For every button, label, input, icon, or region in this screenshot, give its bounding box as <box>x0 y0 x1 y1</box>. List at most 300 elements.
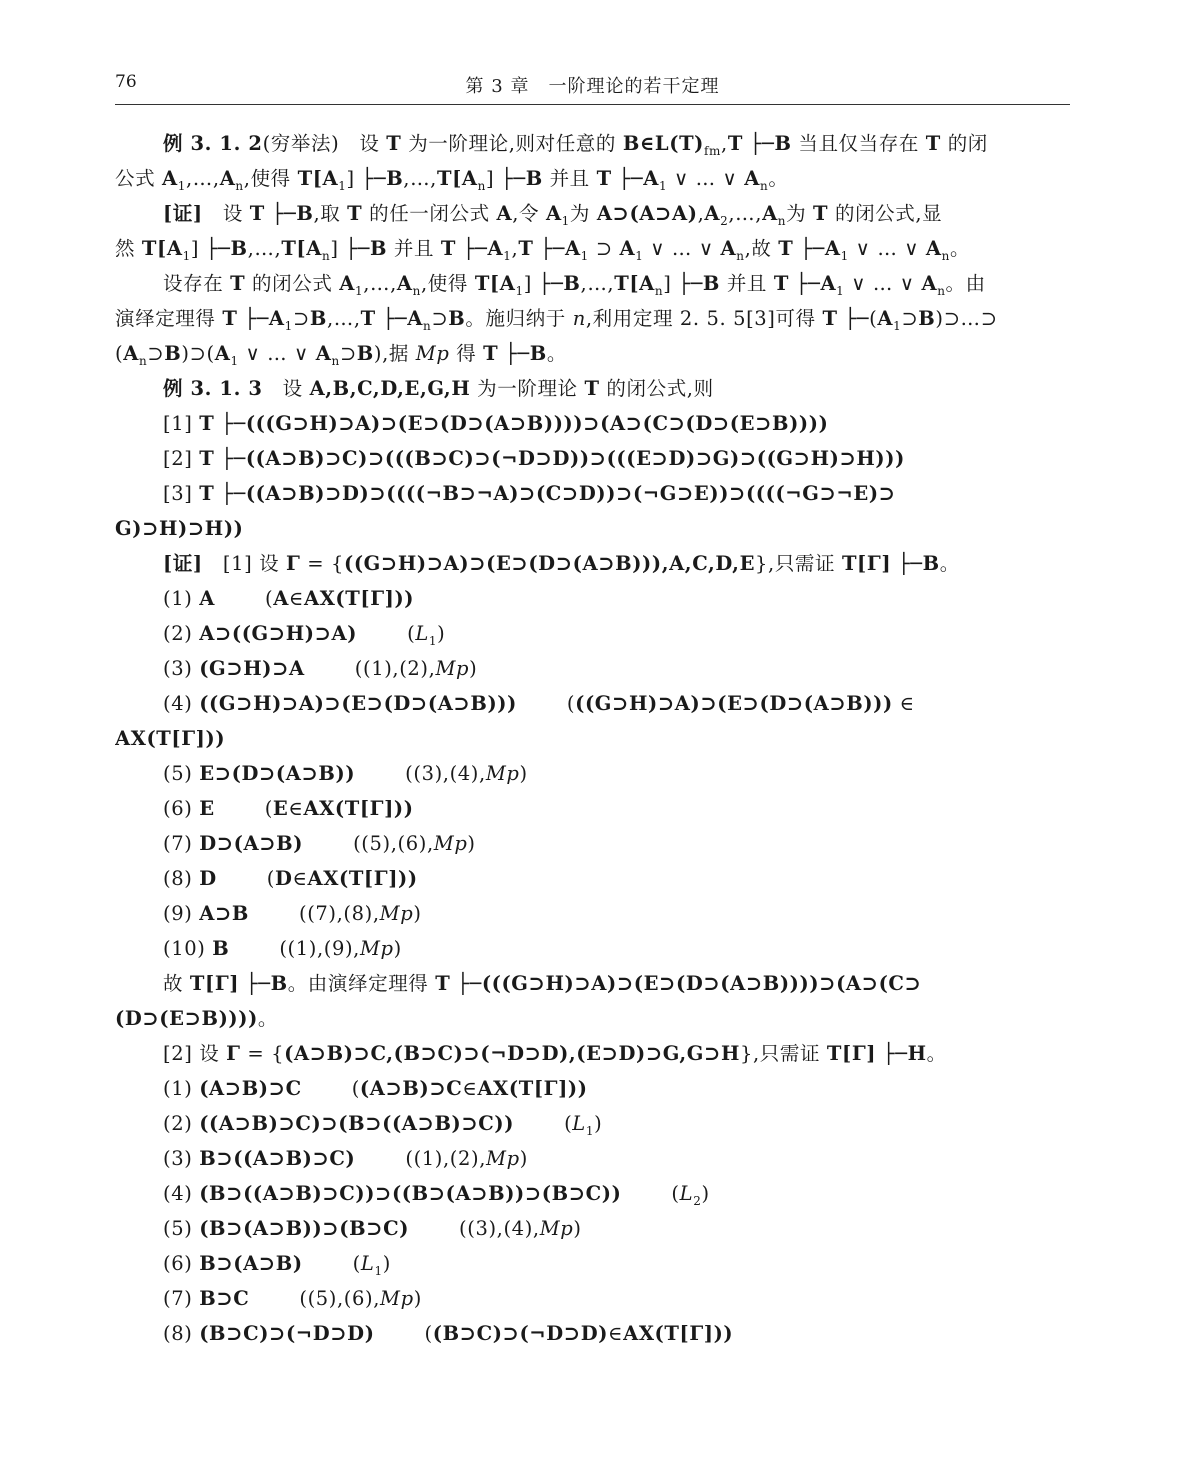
text-segment: (10) <box>163 937 213 960</box>
text-segment: n <box>572 307 586 330</box>
text-segment: A <box>315 342 332 365</box>
text-segment: (5) <box>163 1217 200 1240</box>
text-segment: T <box>386 132 402 155</box>
text-line <box>115 441 1070 476</box>
text-segment: n <box>937 283 946 298</box>
text-segment: ⊃ <box>147 342 165 365</box>
text-segment: H <box>907 1042 927 1065</box>
text-segment: 例 3. 1. 2 <box>163 132 263 155</box>
text-segment: E⊃(D⊃(A⊃B)) <box>199 762 356 785</box>
text-segment: ⊃ <box>292 307 310 330</box>
text-segment: [1] <box>163 412 200 435</box>
text-segment: B∈L(T) <box>622 132 705 155</box>
text-segment: ) <box>519 762 528 785</box>
text-segment: A <box>824 237 841 260</box>
text-segment: T <box>230 272 246 295</box>
text-segment: ( <box>264 797 273 820</box>
page-body <box>115 126 1070 1351</box>
text-segment: ) <box>437 622 446 645</box>
text-segment: ((A⊃B)⊃C)⊃(((B⊃C)⊃(¬D⊃D))⊃(((E⊃D)⊃G)⊃((G⊃H)⊃H))) <box>245 447 905 470</box>
text-segment: ∨ … ∨ <box>238 342 316 365</box>
text-segment: 1 <box>580 248 589 263</box>
text-segment: ,使得 <box>421 272 475 295</box>
text-segment: B <box>563 272 581 295</box>
text-segment: B <box>370 237 388 260</box>
text-segment: 2 <box>693 1193 702 1208</box>
text-segment: ├─ <box>742 132 775 155</box>
text-segment: A <box>273 587 289 610</box>
text-segment: T <box>440 237 457 260</box>
text-line <box>115 581 1070 616</box>
text-line <box>115 651 1070 686</box>
text-segment: 。施归纳于 <box>465 307 573 330</box>
text-segment: (1) <box>163 587 200 610</box>
text-segment: n <box>941 248 950 263</box>
text-segment: ,使得 <box>243 167 298 190</box>
text-segment: ∨ … ∨ <box>848 237 926 260</box>
text-segment: B <box>386 167 404 190</box>
text-segment: D <box>274 867 293 890</box>
text-segment: T[Γ] <box>826 1042 877 1065</box>
text-segment: Mp <box>380 1287 414 1310</box>
text-segment: 1 <box>515 283 524 298</box>
text-segment: ├─ <box>237 307 269 330</box>
text-segment: B⊃((A⊃B)⊃C) <box>199 1147 356 1170</box>
text-segment: n <box>321 248 331 263</box>
text-segment: ((1),(2), <box>354 657 436 680</box>
text-segment: A <box>619 237 636 260</box>
text-line <box>115 1246 1070 1281</box>
text-segment: 。 <box>257 1007 278 1030</box>
text-segment: 然 <box>115 237 142 260</box>
text-line <box>115 1001 1070 1036</box>
text-segment: (B⊃((A⊃B)⊃C))⊃((B⊃(A⊃B))⊃(B⊃C)) <box>199 1182 622 1205</box>
text-segment: AX(T[Γ])) <box>303 587 415 610</box>
text-line <box>115 161 1070 196</box>
text-segment: 。 <box>926 1042 947 1065</box>
text-segment: T <box>822 307 838 330</box>
text-segment: T <box>925 132 941 155</box>
text-segment: (A⊃B)⊃C,(B⊃C)⊃(¬D⊃D),(E⊃D)⊃G,G⊃H <box>284 1042 740 1065</box>
text-line <box>115 196 1070 231</box>
text-segment: B <box>164 342 182 365</box>
text-segment: , <box>697 202 705 225</box>
text-segment: )⊃( <box>181 342 215 365</box>
text-segment: n <box>235 178 244 193</box>
text-segment: ∨ … ∨ <box>667 167 745 190</box>
text-segment: 1 <box>428 633 438 648</box>
text-segment: Mp <box>435 657 470 680</box>
text-segment: (2) <box>163 622 200 645</box>
text-segment: (((G⊃H)⊃A)⊃(E⊃(D⊃(A⊃B))))⊃(A⊃(C⊃ <box>481 972 922 995</box>
text-segment: 的闭公式 <box>245 272 340 295</box>
text-segment: ├─ <box>375 307 408 330</box>
text-segment: 的闭 <box>940 132 988 155</box>
text-segment: 故 <box>163 972 190 995</box>
text-segment: B <box>230 237 248 260</box>
text-segment: A <box>921 272 938 295</box>
text-segment: ] ├─ <box>523 272 564 295</box>
text-line <box>115 1141 1070 1176</box>
text-segment: D <box>199 867 217 890</box>
text-segment: 演绎定理得 <box>115 307 223 330</box>
text-segment: ( <box>266 867 275 890</box>
text-segment: ,利用定理 2. 5. 5[3]可得 <box>585 307 823 330</box>
text-segment: A <box>162 167 178 190</box>
text-segment: A <box>199 587 215 610</box>
text-segment: Mp <box>379 902 414 925</box>
text-line <box>115 1281 1070 1316</box>
text-segment: Mp <box>486 1147 520 1170</box>
text-segment: ) <box>413 902 422 925</box>
text-segment: (6) <box>163 797 200 820</box>
text-segment: ⊃ <box>339 342 357 365</box>
text-segment: ((3),(4), <box>459 1217 540 1240</box>
text-segment: B <box>296 202 314 225</box>
text-segment: ( <box>424 1322 433 1345</box>
text-segment: n <box>736 248 745 263</box>
text-segment: (4) <box>163 1182 200 1205</box>
text-segment: ├─ <box>264 202 297 225</box>
text-segment: ├─ <box>239 972 271 995</box>
text-segment: ∈ <box>288 587 304 610</box>
text-segment: [证] <box>163 552 203 575</box>
text-segment: A <box>268 307 285 330</box>
text-segment: ((1),(2), <box>405 1147 487 1170</box>
text-segment: T[A <box>297 167 339 190</box>
text-segment: 为一阶理论,则对任意的 <box>401 132 623 155</box>
text-segment: 设存在 <box>163 272 231 295</box>
text-segment: AX(T[Γ])) <box>303 797 414 820</box>
text-segment: A <box>339 272 355 295</box>
text-segment: T <box>435 972 451 995</box>
text-segment: ,…, <box>403 167 437 190</box>
text-segment: L <box>415 622 429 645</box>
text-segment: 1 <box>284 318 293 333</box>
text-segment: ├─ <box>611 167 644 190</box>
text-segment: Mp <box>359 937 394 960</box>
text-segment: ⊃ <box>901 307 919 330</box>
text-segment: T <box>199 482 215 505</box>
text-segment: A <box>704 202 721 225</box>
text-segment: ) <box>594 1112 603 1135</box>
text-segment: 公式 <box>115 167 162 190</box>
text-segment: ) <box>701 1182 710 1205</box>
text-segment: B <box>448 307 466 330</box>
text-segment: ((5),(6), <box>353 832 434 855</box>
text-segment: Γ <box>286 552 301 575</box>
text-segment: ,…, <box>247 237 282 260</box>
text-segment: 1 <box>354 283 364 298</box>
running-title: 第 3 章 一阶理论的若干定理 <box>465 76 720 97</box>
text-segment: T <box>518 237 534 260</box>
text-segment: ∈ <box>288 797 304 820</box>
text-segment: = { <box>300 552 344 575</box>
text-segment: 得 <box>449 342 484 365</box>
text-segment: ├─ <box>876 1042 908 1065</box>
text-segment: 1 <box>338 178 347 193</box>
text-segment: 。 <box>950 237 971 260</box>
text-segment: A <box>762 202 778 225</box>
text-segment: ∈ <box>892 692 915 715</box>
text-line <box>115 756 1070 791</box>
text-segment: ] ├─ <box>486 167 526 190</box>
text-segment: ├─ <box>788 272 821 295</box>
text-segment: 1 <box>561 213 570 228</box>
text-segment: ) <box>519 1147 528 1170</box>
text-segment: (3) <box>163 1147 200 1170</box>
text-line <box>115 511 1070 546</box>
text-segment: [2] <box>163 447 200 470</box>
running-header <box>115 72 1070 106</box>
text-segment: 为 <box>786 202 814 225</box>
text-segment: ( <box>407 622 416 645</box>
text-segment: T <box>222 307 238 330</box>
text-line <box>115 266 1070 301</box>
text-line <box>115 301 1070 336</box>
text-line <box>115 231 1070 266</box>
text-segment: T <box>773 272 789 295</box>
text-segment: (5) <box>163 762 200 785</box>
text-segment: T[A <box>141 237 183 260</box>
text-segment: AX(T[Γ])) <box>307 867 418 890</box>
text-line <box>115 546 1070 581</box>
text-line <box>115 1036 1070 1071</box>
text-segment: Mp <box>415 342 450 365</box>
text-segment: T <box>813 202 829 225</box>
text-segment: 1 <box>585 1123 595 1138</box>
text-segment: ├─ <box>214 447 246 470</box>
text-segment: Mp <box>433 832 468 855</box>
text-segment: A⊃((G⊃H)⊃A) <box>199 622 358 645</box>
text-segment: ∨ … ∨ <box>844 272 922 295</box>
text-segment: ,…, <box>580 272 615 295</box>
text-segment: 1 <box>177 178 186 193</box>
text-segment: ( <box>115 342 124 365</box>
text-segment: (8) <box>163 1322 200 1345</box>
text-segment: 1 <box>230 353 239 368</box>
text-segment: B <box>529 342 547 365</box>
text-segment: A <box>496 202 513 225</box>
text-segment: 并且 <box>542 167 597 190</box>
text-segment: E <box>199 797 215 820</box>
text-segment: A,B,C,D,E,G,H <box>309 377 471 400</box>
text-segment: A <box>214 342 231 365</box>
text-segment: , <box>511 237 519 260</box>
text-segment: (A⊃B)⊃C <box>359 1077 463 1100</box>
text-segment: 的闭公式,显 <box>828 202 943 225</box>
text-segment: A <box>219 167 236 190</box>
text-line <box>115 966 1070 1001</box>
text-segment: (6) <box>163 1252 200 1275</box>
text-segment: A <box>396 272 413 295</box>
text-segment: 1 <box>503 248 512 263</box>
text-segment: ( <box>351 1077 360 1100</box>
text-segment: B <box>774 132 792 155</box>
text-segment: = { <box>240 1042 285 1065</box>
text-segment: T[A <box>281 237 322 260</box>
text-segment: A <box>744 167 760 190</box>
text-segment: n <box>654 283 664 298</box>
text-segment: ((G⊃H)⊃A)⊃(E⊃(D⊃(A⊃B))) <box>199 692 517 715</box>
text-segment: B <box>270 972 288 995</box>
text-segment: ((G⊃H)⊃A)⊃(E⊃(D⊃(A⊃B))),A,C,D,E <box>344 552 756 575</box>
text-line <box>115 336 1070 371</box>
text-segment: G)⊃H)⊃H)) <box>115 517 244 540</box>
text-line <box>115 1176 1070 1211</box>
text-line <box>115 1071 1070 1106</box>
text-segment: 1 <box>840 248 849 263</box>
text-segment: (8) <box>163 867 200 890</box>
text-segment: (4) <box>163 692 200 715</box>
text-segment: T <box>199 412 215 435</box>
text-segment: A <box>877 307 894 330</box>
text-segment: 。由演绎定理得 <box>287 972 436 995</box>
text-line <box>115 126 1070 161</box>
text-segment: ├─ <box>456 237 488 260</box>
text-segment: T <box>727 132 743 155</box>
text-segment: (7) <box>163 1287 200 1310</box>
text-segment: (1) <box>163 1077 200 1100</box>
text-segment: ] ├─ <box>330 237 371 260</box>
text-segment: 。 <box>768 167 789 190</box>
text-segment: T[Γ] <box>841 552 892 575</box>
text-segment: ( <box>671 1182 680 1205</box>
text-segment: E <box>272 797 289 820</box>
text-segment: ) <box>467 832 476 855</box>
text-segment: A <box>564 237 581 260</box>
text-segment: 1 <box>635 248 644 263</box>
text-segment: T[A <box>614 272 655 295</box>
text-segment: ( <box>264 587 274 610</box>
text-segment: 1 <box>374 1263 383 1278</box>
text-segment: B <box>212 937 230 960</box>
text-segment: ├─ <box>891 552 923 575</box>
text-segment: ∈ <box>608 1322 624 1345</box>
text-segment: n <box>423 318 432 333</box>
text-segment: ) <box>382 1252 391 1275</box>
text-segment: (9) <box>163 902 200 925</box>
text-segment: L <box>360 1252 375 1275</box>
text-segment: ((3),(4), <box>405 762 486 785</box>
text-segment: ( <box>564 1112 573 1135</box>
text-line <box>115 931 1070 966</box>
text-segment: (B⊃C)⊃(¬D⊃D) <box>432 1322 609 1345</box>
text-segment: B <box>309 307 327 330</box>
text-segment: ├─ <box>498 342 530 365</box>
text-segment: ├─ <box>214 412 246 435</box>
text-segment: n <box>759 178 769 193</box>
text-segment: , <box>721 132 728 155</box>
text-line <box>115 826 1070 861</box>
header-rule <box>115 104 1070 105</box>
text-segment: T <box>483 342 499 365</box>
text-line <box>115 1316 1070 1351</box>
text-segment: (A⊃B)⊃C <box>199 1077 302 1100</box>
text-segment: ) <box>573 1217 582 1240</box>
text-segment: ((7),(8), <box>299 902 380 925</box>
text-segment: ((A⊃B)⊃D)⊃((((¬B⊃¬A)⊃(C⊃D))⊃(¬G⊃E))⊃((((¬G⊃¬E)⊃ <box>245 482 896 505</box>
text-segment: [2] 设 <box>163 1042 227 1065</box>
text-segment: fm <box>704 143 722 158</box>
text-segment: T <box>249 202 265 225</box>
text-segment: 为 <box>569 202 597 225</box>
text-segment: T <box>199 447 215 470</box>
text-segment: n <box>331 353 340 368</box>
text-segment: A <box>820 272 837 295</box>
text-segment: ⊃ <box>431 307 449 330</box>
text-segment: ),据 <box>373 342 416 365</box>
text-segment: ( <box>352 1252 361 1275</box>
text-segment: ,…, <box>728 202 763 225</box>
text-segment: (B⊃C)⊃(¬D⊃D) <box>199 1322 375 1345</box>
text-line <box>115 1211 1070 1246</box>
text-segment: T[A <box>474 272 516 295</box>
text-segment: ├─ <box>533 237 565 260</box>
text-line <box>115 686 1070 721</box>
text-segment: (D⊃(E⊃B)))) <box>115 1007 258 1030</box>
text-segment: ((A⊃B)⊃C)⊃(B⊃((A⊃B)⊃C)) <box>199 1112 515 1135</box>
text-line <box>115 476 1070 511</box>
text-segment: B⊃(A⊃B) <box>199 1252 303 1275</box>
text-segment: 例 3. 1. 3 <box>163 377 263 400</box>
text-segment: 1 <box>893 318 902 333</box>
text-line <box>115 406 1070 441</box>
text-segment: ) <box>469 657 478 680</box>
text-segment: T <box>347 202 363 225</box>
text-segment: A <box>925 237 942 260</box>
text-segment: L <box>572 1112 586 1135</box>
text-segment: 1 <box>182 248 191 263</box>
text-segment: B <box>922 552 940 575</box>
text-segment: n <box>477 178 486 193</box>
text-segment: T[A <box>436 167 478 190</box>
text-segment: T[Γ] <box>189 972 240 995</box>
text-segment: A⊃(A⊃A) <box>596 202 698 225</box>
text-segment: ∈ <box>292 867 308 890</box>
text-segment: T <box>360 307 376 330</box>
text-segment: A <box>123 342 139 365</box>
text-line <box>115 896 1070 931</box>
text-segment: 为一阶理论 <box>470 377 585 400</box>
text-segment: (3) <box>163 657 200 680</box>
text-segment: ) <box>393 937 402 960</box>
text-segment: B <box>356 342 374 365</box>
text-segment: ] ├─ <box>346 167 387 190</box>
text-segment: 的任一闭公式 <box>362 202 497 225</box>
text-segment: n <box>138 353 148 368</box>
text-segment: ((1),(9), <box>279 937 360 960</box>
text-segment: A <box>487 237 504 260</box>
text-segment: ] ├─ <box>663 272 703 295</box>
text-segment: A⊃B <box>199 902 249 925</box>
text-segment: T <box>596 167 612 190</box>
text-segment: 设 <box>202 202 250 225</box>
text-segment: ) <box>413 1287 422 1310</box>
text-segment: B <box>702 272 721 295</box>
text-segment: 并且 <box>720 272 774 295</box>
text-segment: 。 <box>546 342 567 365</box>
text-segment: [证] <box>163 202 203 225</box>
text-segment: AX(T[Γ])) <box>623 1322 734 1345</box>
text-segment: D⊃(A⊃B) <box>199 832 304 855</box>
text-segment: },只需证 <box>739 1042 827 1065</box>
text-segment: 。由 <box>945 272 986 295</box>
text-segment: ∈ <box>462 1077 478 1100</box>
text-segment: (((G⊃H)⊃A)⊃(E⊃(D⊃(A⊃B))))⊃(A⊃(C⊃(D⊃(E⊃B)))) <box>245 412 829 435</box>
text-segment: 2 <box>720 213 729 228</box>
text-segment: L <box>679 1182 694 1205</box>
